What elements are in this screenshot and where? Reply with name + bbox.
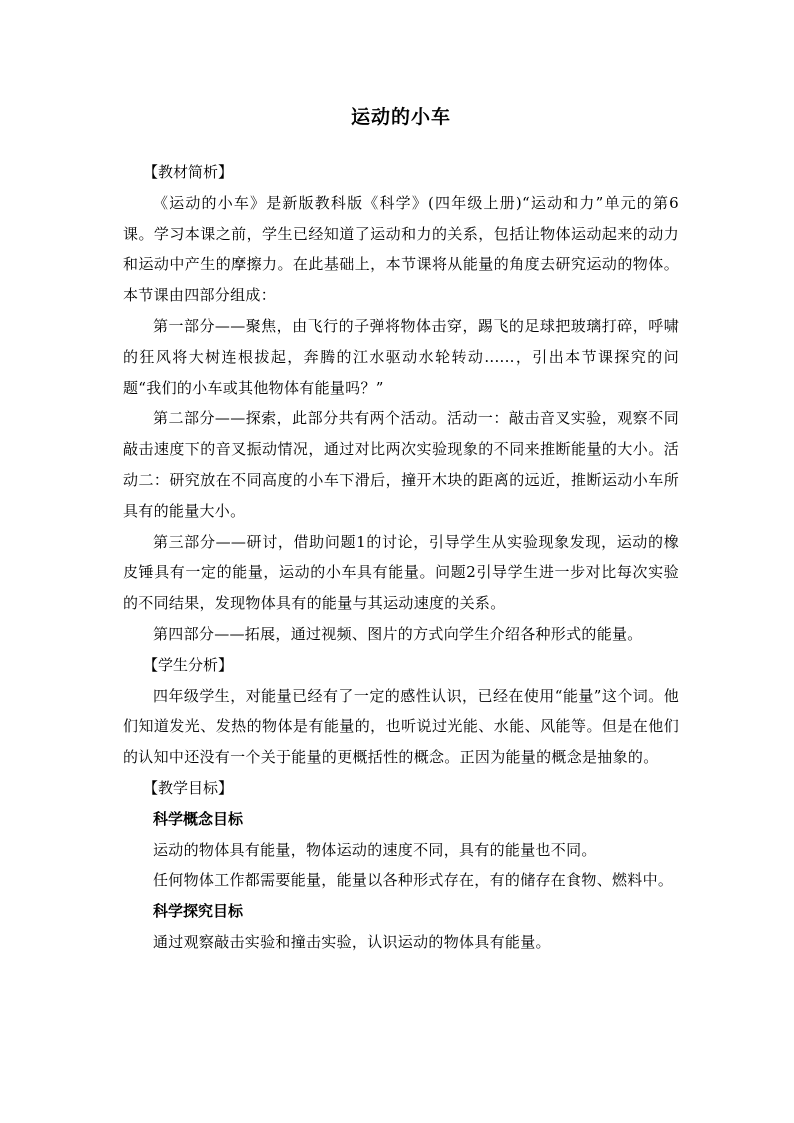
concept-goal-item-1: 运动的物体具有能量，物体运动的速度不同，具有的能量也不同。 [153, 840, 597, 859]
textbook-paragraph-2: 第一部分——聚焦，由飞行的子弹将物体击穿，踢飞的足球把玻璃打碎，呼啸的狂风将大树连根拔起，奔腾的江水驱动水轮转动......，引出本节课探究的问题“我们的小车或其他物体有能量吗？” [123, 316, 679, 397]
textbook-paragraph-1: 《运动的小车》是新版教科版《科学》(四年级上册)“运动和力”单元的第6课。学习本课之前，学生已经知道了运动和力的关系，包括让物体运动起来的动力和运动中产生的摩擦力。在此基础上，本节课将从能量的角度去研究运动的物体。本节课由四部分组成： [123, 193, 679, 305]
concept-goal-item-2: 任何物体工作都需要能量，能量以各种形式存在，有的储存在食物、燃料中。 [153, 871, 674, 890]
document-title: 运动的小车 [350, 106, 451, 128]
section-heading-textbook: 【教材简析】 [143, 163, 234, 181]
textbook-paragraph-5: 第四部分——拓展，通过视频、图片的方式向学生介绍各种形式的能量。 [153, 624, 643, 643]
document-page [123, 100, 679, 958]
textbook-paragraph-4: 第三部分——研讨，借助问题1的讨论，引导学生从实验现象发现，运动的橡皮锤具有一定的能量，运动的小车具有能量。问题2引导学生进一步对比每次实验的不同结果，发现物体具有的能量与其运动速度的关系。 [123, 532, 679, 613]
concept-goals-heading: 科学概念目标 [153, 809, 244, 828]
inquiry-goal-item-1: 通过观察敲击实验和撞击实验，认识运动的物体具有能量。 [153, 932, 551, 951]
students-paragraph-1: 四年级学生，对能量已经有了一定的感性认识，已经在使用“能量”这个词。他们知道发光、发热的物体是有能量的，也听说过光能、水能、风能等。但是在他们的认知中还没有一个关于能量的更概括性的概念。正因为能量的概念是抽象的。 [123, 686, 679, 767]
inquiry-goals-heading: 科学探究目标 [153, 902, 244, 921]
section-heading-goals: 【教学目标】 [143, 778, 234, 797]
section-heading-students: 【学生分析】 [143, 655, 234, 674]
textbook-paragraph-3: 第二部分——探索，此部分共有两个活动。活动一：敲击音叉实验，观察不同敲击速度下的音叉振动情况，通过对比两次实验现象的不同来推断能量的大小。活动二：研究放在不同高度的小车下滑后，撞开木块的距离的远近，推断运动小车所具有的能量大小。 [123, 409, 679, 520]
